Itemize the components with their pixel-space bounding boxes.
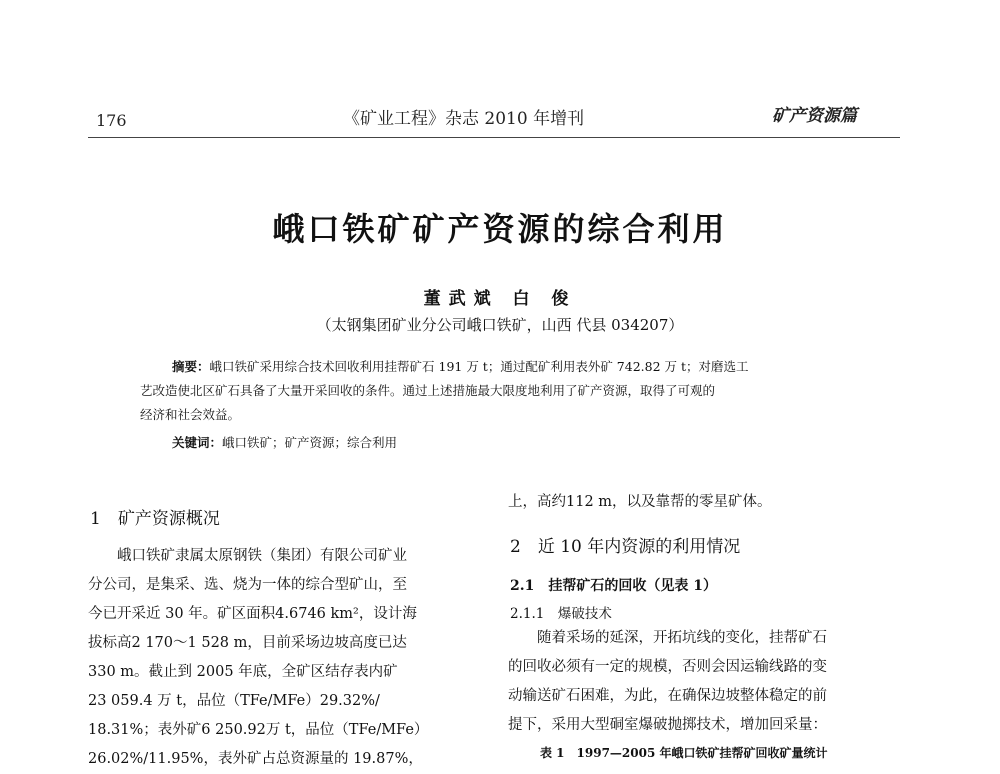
body-line: 23 059.4 万 t，品位（TFe/MFe）29.32%/: [88, 693, 380, 709]
affiliation: （太钢集团矿业分公司峨口铁矿，山西 代县 034207）: [316, 316, 684, 334]
abstract-line-2: 艺改造使北区矿石具备了大量开采回收的条件。通过上述措施最大限度地利用了矿产资源，取得了可观的: [140, 383, 716, 398]
left-column-body: [88, 542, 428, 774]
body-line: 分公司，是集采、选、烧为一体的综合型矿山，至: [88, 577, 407, 593]
abstract-label: 摘要：: [172, 359, 210, 374]
journal-name: 《矿业工程》杂志 2010 年增刊: [343, 109, 585, 129]
body-line: 随着采场的延深，开拓坑线的变化，挂帮矿石: [508, 630, 827, 646]
right-first-line: 上，高约112 m，以及靠帮的零星矿体。: [508, 494, 772, 510]
right-column-body: [508, 624, 827, 740]
keywords-label: 关键词：: [172, 435, 223, 450]
section-2-heading: 2 近 10 年内资源的利用情况: [510, 537, 741, 557]
keywords-text: 峨口铁矿；矿产资源；综合利用: [222, 435, 398, 450]
keywords: [172, 432, 397, 454]
body-line: 18.31%；表外矿6 250.92万 t，品位（TFe/MFe）: [88, 722, 429, 738]
body-line: 330 m。截止到 2005 年底，全矿区结存表内矿: [88, 664, 398, 680]
body-line: 今已开采近 30 年。矿区面积4.6746 km²，设计海: [88, 606, 417, 622]
abstract-line-1: [172, 356, 749, 378]
authors: 董武斌 白 俊: [423, 289, 577, 309]
section-1-heading: 1 矿产资源概况: [90, 509, 220, 529]
subsection-2-1-heading: 2.1 挂帮矿石的回收（见表 1）: [510, 578, 717, 594]
abstract-text-1: 峨口铁矿采用综合技术回收利用挂帮矿石 191 万 t；通过配矿利用表外矿 742.82 万 t；对磨选工: [209, 359, 749, 374]
body-line: 拔标高2 170～1 528 m，目前采场边坡高度已达: [88, 635, 407, 651]
section-name: 矿产资源篇: [772, 106, 857, 126]
header-rule: [88, 137, 900, 138]
body-line: 提下，采用大型硐室爆破抛掷技术，增加回采量：: [508, 717, 827, 733]
body-line: 峨口铁矿隶属太原钢铁（集团）有限公司矿业: [88, 548, 407, 564]
page-number: 176: [96, 111, 127, 130]
body-line: 的回收必须有一定的规模，否则会因运输线路的变: [508, 659, 827, 675]
table-caption: 表 1 1997—2005 年峨口铁矿挂帮矿回收矿量统计: [540, 746, 828, 760]
subsubsection-2-1-1-heading: 2.1.1 爆破技术: [510, 606, 612, 622]
abstract-line-3: 经济和社会效益。: [140, 407, 241, 422]
paper-title: 峨口铁矿矿产资源的综合利用: [272, 210, 728, 248]
body-line: 动输送矿石困难，为此，在确保边坡整体稳定的前: [508, 688, 827, 704]
body-line: 26.02%/11.95%，表外矿占总资源量的 19.87%，: [88, 751, 423, 767]
